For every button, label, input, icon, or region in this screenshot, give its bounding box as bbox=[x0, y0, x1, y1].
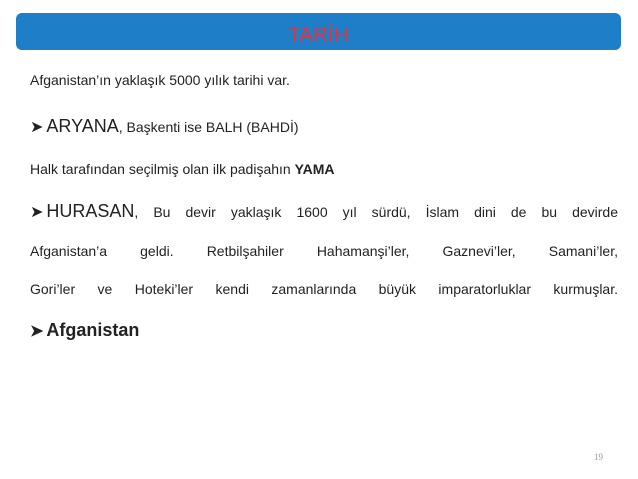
hurasan-text-2: Afganistan’a geldi. Retbilşahiler Hahamanşi’ler, Gaznevi’ler, Samani’ler, bbox=[30, 243, 618, 259]
slide-title: TARİH bbox=[287, 24, 349, 46]
bullet-afganistan bbox=[30, 322, 618, 340]
aryana-heading: ARYANA bbox=[46, 116, 119, 136]
intro-text: Afganistan’ın yaklaşık 5000 yılık tarihi var. bbox=[30, 72, 290, 88]
arrow-bullet-icon: ➤ bbox=[30, 119, 44, 136]
yama-text: YAMA bbox=[294, 161, 335, 177]
hurasan-heading: HURASAN bbox=[46, 201, 135, 221]
aryana-text: , Başkenti ise BALH (BAHDİ) bbox=[118, 119, 299, 135]
hurasan-line-2 bbox=[30, 243, 618, 260]
hurasan-text: , Bu devir yaklaşık 1600 yıl sürdü, İslam dini de bu devirde bbox=[134, 204, 618, 220]
bullet-aryana bbox=[30, 118, 618, 136]
arrow-bullet-icon: ➤ bbox=[30, 204, 44, 221]
halk-text: Halk tarafından seçilmiş olan ilk padişahın bbox=[30, 161, 295, 177]
arrow-bullet-icon: ➤ bbox=[30, 323, 44, 340]
page-number: 19 bbox=[594, 452, 603, 462]
intro-line bbox=[30, 72, 618, 89]
bullet-hurasan bbox=[30, 203, 618, 221]
halk-line bbox=[30, 161, 618, 178]
title-bar bbox=[16, 13, 621, 50]
hurasan-text-3: Gori’ler ve Hoteki’ler kendi zamanlarında büyük imparatorluklar kurmuşlar. bbox=[30, 281, 618, 297]
hurasan-line-3 bbox=[30, 281, 618, 298]
afganistan-heading: Afganistan bbox=[46, 320, 140, 340]
